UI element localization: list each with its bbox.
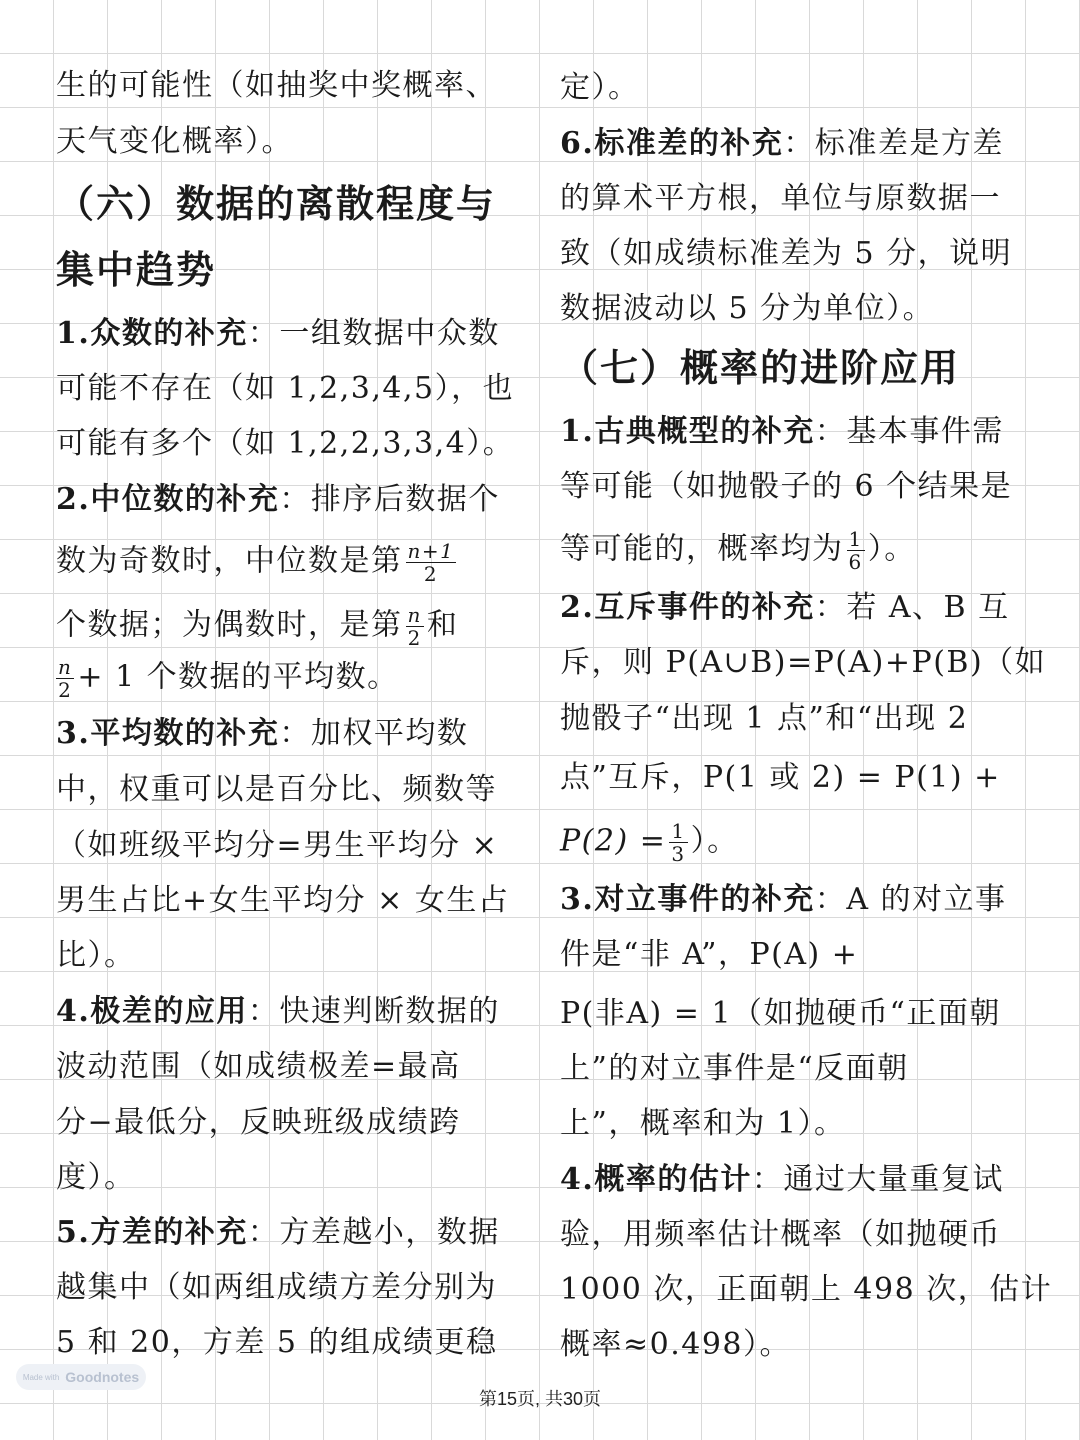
section-heading-7: （七）概率的进阶应用 [560,345,961,390]
fraction: $\frac{1}{3}$ [671,819,686,866]
text-line: 生的可能性（如抽奖中奖概率、 [56,68,497,103]
text-line: 男生占比+女生平均分 × 女生占 [56,883,510,918]
item-title: 2.互斥事件的补充 [560,590,815,625]
item-range: 4.极差的应用：快速判断数据的 [56,994,500,1029]
item-variance: 5.方差的补充：方差越小，数据 [56,1215,500,1250]
fraction: $\frac{n}{2}$ [58,655,73,702]
text-line: 件是“非 A”，P(A) + [560,937,859,972]
text-line: 等可能的，概率均为 $\frac{1}{6}$ ）。 [560,527,916,574]
item-title: 3.对立事件的补充 [560,882,815,917]
text-line: P(非A) = 1（如抛硬币“正面朝 [560,996,1001,1031]
text-line: 致（如成绩标准差为 5 分，说明 [560,236,1013,271]
text-line: 验，用频率估计概率（如抛硬币 [560,1217,1001,1252]
text-line: 上”的对立事件是“反面朝 [560,1051,909,1086]
text-line: 可能有多个（如 1,2,2,3,3,4）。 [56,426,515,461]
goodnotes-watermark: Made with Goodnotes [16,1364,146,1390]
item-stddev: 6.标准差的补充：标准差是方差 [560,126,1004,161]
fraction: $\frac{n}{2}$ [407,603,422,650]
text-line: 的算术平方根，单位与原数据一 [560,181,1001,216]
text-line: 概率≈0.498）。 [560,1327,792,1362]
text-line: 数为奇数时，中位数是第 $\frac{n+1}{2}$ [56,539,455,586]
text-line: 定）。 [560,70,640,105]
item-complementary: 3.对立事件的补充：A 的对立事 [560,882,1007,917]
text-line: 度）。 [56,1160,136,1195]
item-title: 4.概率的估计 [560,1162,752,1197]
section-heading-6: （六）数据的离散程度与 [56,181,497,226]
page-number: 第15页, 共30页 [478,1389,602,1409]
text-line: 比）。 [56,938,136,973]
text-line: 斥，则 P(A∪B)=P(A)+P(B)（如 [560,645,1047,680]
item-title: 5.方差的补充 [56,1215,248,1250]
text-line: 上”，概率和为 1）。 [560,1106,846,1141]
text-line: 天气变化概率）。 [56,124,293,159]
fraction: $\frac{n+1}{2}$ [407,539,455,586]
item-median: 2.中位数的补充：排序后数据个 [56,482,500,517]
item-title: 3.平均数的补充 [56,716,280,751]
text-line: 可能不存在（如 1,2,3,4,5），也 [56,371,515,406]
text-line: 1000 次，正面朝上 498 次，估计 [560,1272,1053,1307]
text-line: 5 和 20，方差 5 的组成绩更稳 [56,1325,498,1360]
text-line: P(2) = $\frac{1}{3}$ ）。 [560,819,739,866]
section-heading-6-cont: 集中趋势 [56,247,217,292]
item-title: 1.众数的补充 [56,316,248,351]
item-mean: 3.平均数的补充：加权平均数 [56,716,469,751]
item-estimation: 4.概率的估计：通过大量重复试 [560,1162,1004,1197]
item-title: 6.标准差的补充 [560,126,784,161]
item-title: 4.极差的应用 [56,994,248,1029]
text-line: 越集中（如两组成绩方差分别为 [56,1270,497,1305]
text-line: 个数据；为偶数时，是第 $\frac{n}{2}$ 和 [56,603,459,650]
text-line: $\frac{n}{2}$ + 1 个数据的平均数。 [58,655,399,702]
text-line: 抛骰子“出现 1 点”和“出现 2 [560,701,969,736]
item-title: 1.古典概型的补充 [560,414,815,449]
text-line: 数据波动以 5 分为单位）。 [560,291,935,326]
fraction: $\frac{1}{6}$ [848,527,863,574]
text-line: 中，权重可以是百分比、频数等 [56,772,497,807]
text-line: 波动范围（如成绩极差=最高 [56,1049,461,1084]
text-line: （如班级平均分=男生平均分 × [56,828,499,863]
text-line: 分−最低分，反映班级成绩跨 [56,1105,461,1140]
text-line: 点”互斥，P(1 或 2) = P(1) + [560,760,1001,795]
item-mutually-exclusive: 2.互斥事件的补充：若 A、B 互 [560,590,1010,625]
item-mode: 1.众数的补充：一组数据中众数 [56,316,500,351]
item-title: 2.中位数的补充 [56,482,280,517]
text-line: 等可能（如抛骰子的 6 个结果是 [560,469,1013,504]
item-classical: 1.古典概型的补充：基本事件需 [560,414,1004,449]
